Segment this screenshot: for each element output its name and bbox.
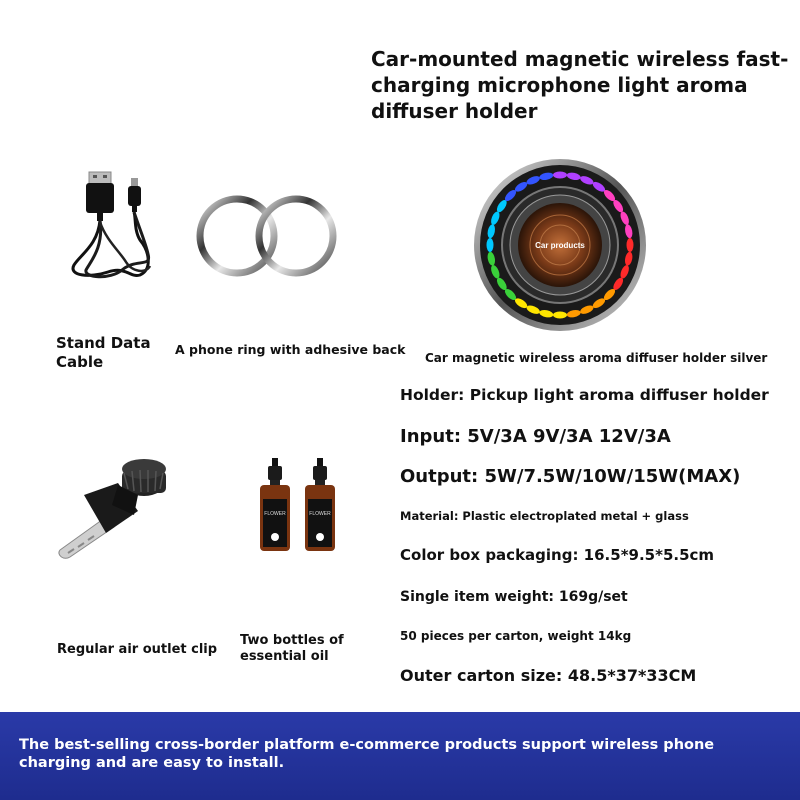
cable-caption-text: Stand Data Cable <box>56 334 151 371</box>
oil-caption-text: Two bottles of essential oil <box>240 633 344 664</box>
spec-material: Material: Plastic electroplated metal + glass <box>400 509 689 523</box>
air-clip-image <box>48 455 178 565</box>
promo-banner <box>0 712 800 800</box>
cable-caption <box>56 334 166 372</box>
spec-carton: 50 pieces per carton, weight 14kg <box>400 629 632 643</box>
spec-carton-size: Outer carton size: 48.5*37*33CM <box>400 666 697 685</box>
rgb-led <box>487 238 494 252</box>
clip-caption: Regular air outlet clip <box>57 642 218 657</box>
spec-holder: Holder: Pickup light aroma diffuser holder <box>400 386 769 404</box>
rgb-led <box>553 172 567 179</box>
ring-caption: A phone ring with adhesive back <box>175 342 406 357</box>
usb-cable-image <box>60 170 160 285</box>
holder-caption: Car magnetic wireless aroma diffuser holder silver <box>425 351 768 365</box>
spec-output: Output: 5W/7.5W/10W/15W(MAX) <box>400 466 741 487</box>
essential-oil-image <box>255 455 355 555</box>
rgb-led <box>553 312 567 319</box>
oil-caption <box>240 633 350 665</box>
phone-ring-image <box>192 190 342 285</box>
aroma-holder-image <box>470 155 650 335</box>
product-title: Car-mounted magnetic wireless fast-charging microphone light aroma diffuser holder <box>371 47 789 123</box>
bottle-label-right: FLOWER <box>309 511 331 517</box>
banner-text: The best-selling cross-border platform e-commerce products support wireless phone charging and are easy to install. <box>19 737 715 771</box>
spec-packaging: Color box packaging: 16.5*9.5*5.5cm <box>400 546 715 564</box>
spec-input: Input: 5V/3A 9V/3A 12V/3A <box>400 426 671 447</box>
rgb-led <box>627 238 634 252</box>
spec-weight: Single item weight: 169g/set <box>400 589 628 605</box>
bottle-label-left: FLOWER <box>264 511 286 517</box>
device-logo: Car products <box>535 241 585 250</box>
